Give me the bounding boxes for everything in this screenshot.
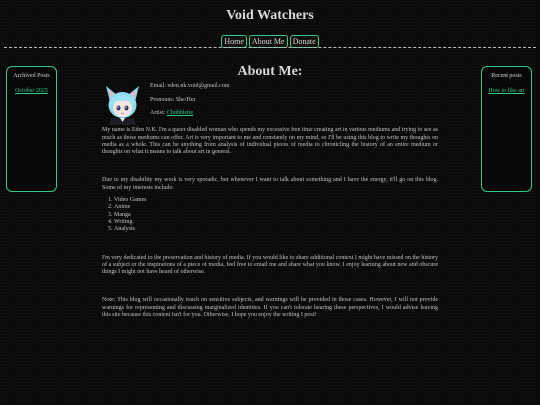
archived-posts-sidebar: [6, 66, 57, 192]
header-divider: [4, 47, 536, 48]
donate-button[interactable]: Donate: [290, 35, 319, 48]
about-content: [102, 64, 438, 319]
recent-posts-sidebar: [481, 66, 532, 192]
list-item: 3. Manga: [114, 212, 438, 219]
list-item: 5. Analysis: [114, 226, 438, 233]
recent-post-link[interactable]: How to like art: [488, 88, 525, 94]
list-item: 4. Writing: [114, 219, 438, 226]
archived-posts-title: Archived Posts: [13, 73, 50, 79]
intro-paragraph: My name is Eden N.K. I'm a queer disabled woman who spends my excessive free time creating art in various mediums and trying to see as much as those mediums can offer. Art is very important to me and constantly on my mind, so I'll be using this blog to write my thoughts on media as a whole. This can be anything from analysis of individual pieces of media to chronicling the history of an entire medium or thoughts on what it means to talk about art in general.: [102, 127, 438, 156]
email-text: Email: eden.nk.void@gmail.com: [150, 83, 230, 90]
artist-link[interactable]: Chubblette: [166, 109, 194, 116]
note-paragraph: Note: This blog will occasionally touch on sensitive subjects, and warnings will be provided in those cases. However, I will not provide warnings for representing and discussing marginalized identities. If you can't tolerate hearing these perspectives, I would advise leaving this site because this content isn't for you. Otherwise, I hope you enjoy the writing I post!: [102, 297, 438, 319]
archive-link-october-2025[interactable]: October 2025: [15, 88, 48, 94]
list-item: 2. Anime: [114, 204, 438, 211]
preservation-paragraph: I'm very dedicated to the preservation and history of media. If you would like to share additional context I might have missed on the history of a subject or the inspirations of a piece of media, feel free to email me and share what you know. I enjoy learning about new and obscure things I might not have heard of otherwise.: [102, 254, 438, 276]
artist-credit: [150, 110, 230, 117]
avatar: [102, 83, 143, 125]
site-title: Void Watchers: [226, 8, 314, 23]
list-item: 1. Video Games: [114, 197, 438, 204]
artist-label: Artist:: [150, 109, 167, 116]
page-title: About Me:: [237, 64, 303, 79]
profile-block: [102, 83, 438, 127]
contact-info: [150, 83, 230, 123]
about-me-button[interactable]: About Me: [249, 35, 288, 48]
interests-list: [102, 197, 438, 233]
disability-paragraph: Due to my disability my work is very sporadic, but whenever I want to talk about something and I have the energy, it'll go on this blog. Some of my interests include:: [102, 177, 438, 191]
home-button[interactable]: Home: [221, 35, 247, 48]
pronouns-text: Pronouns: She/Her: [150, 96, 196, 103]
recent-posts-title: Recent posts: [491, 73, 522, 79]
